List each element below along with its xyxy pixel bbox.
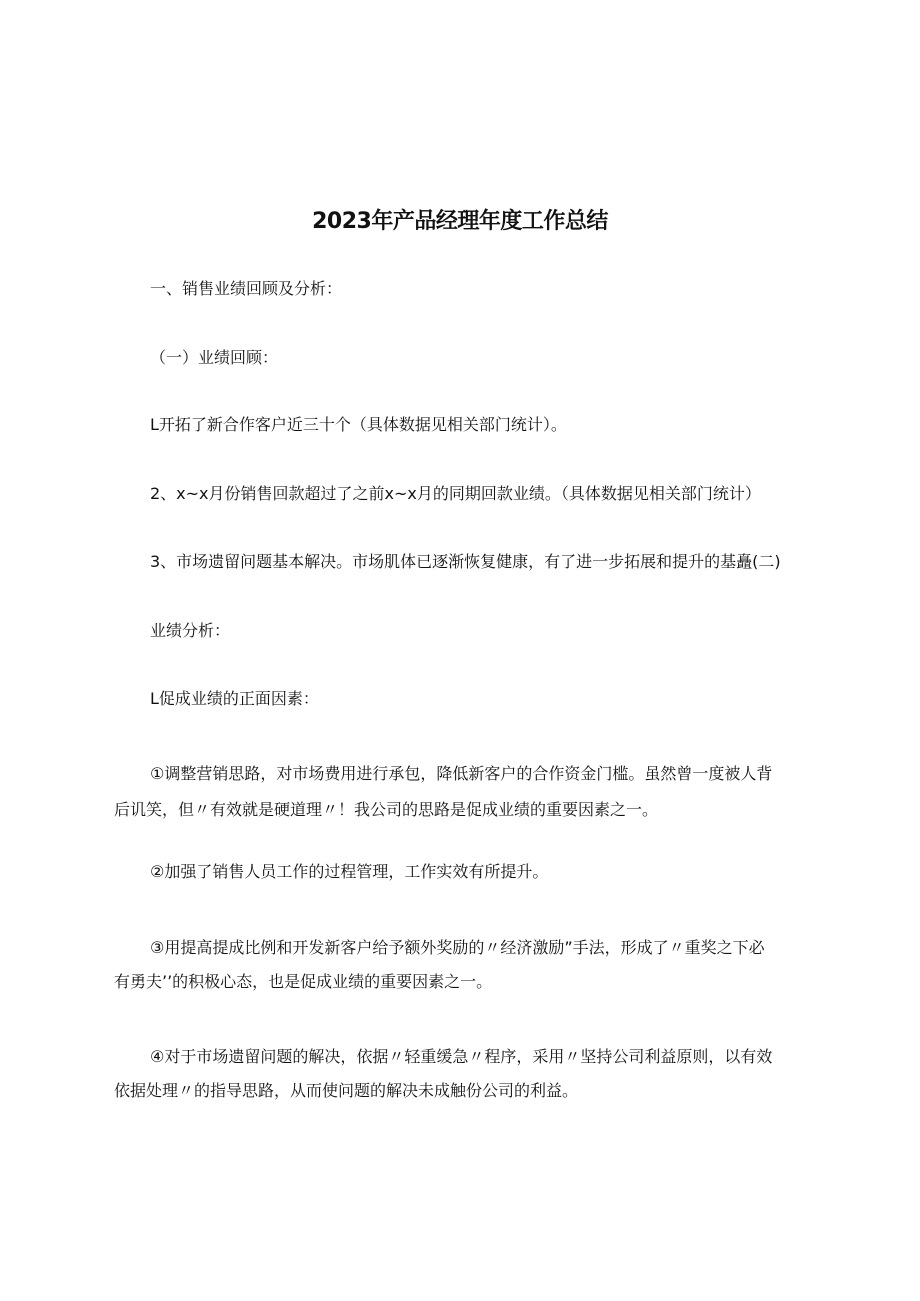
subsection-heading-performance-review: （一）业绩回顾： [150, 348, 279, 367]
section-heading-sales-review: 一、销售业绩回顾及分析： [150, 279, 343, 298]
paragraph-item-2: 2、x~x月份销售回款超过了之前x~x月的同期回款业绩。（具体数据见相关部门统计） [150, 484, 761, 503]
paragraph-factor-4-line-2: 依据处理〃的指导思路，从而使问题的解决未成触份公司的利益。 [114, 1081, 579, 1100]
paragraph-factor-3-line-2: 有勇夫’’的积极心态，也是促成业绩的重要因素之一。 [114, 972, 493, 991]
paragraph-factor-2: ②加强了销售人员工作的过程管理，工作实效有所提升。 [150, 862, 549, 881]
paragraph-item-1: L开拓了新合作客户近三十个（具体数据见相关部门统计）。 [150, 415, 567, 434]
paragraph-factor-3-line-1: ③用提高提成比例和开发新客户给予额外奖励的〃经济激励”手法，形成了〃重奖之下必 [150, 938, 765, 957]
paragraph-factor-4-line-1: ④对于市场遗留问题的解决，依据〃轻重缓急〃程序，采用〃坚持公司利益原则，以有效 [150, 1047, 773, 1066]
subsection-heading-performance-analysis: 业绩分析： [150, 621, 231, 640]
paragraph-factor-1-line-1: ①调整营销思路，对市场费用进行承包，降低新客户的合作资金门槛。虽然曾一度被人背 [150, 764, 773, 783]
paragraph-item-3: 3、市场遗留问题基本解决。市场肌体已逐渐恢复健康，有了进一步拓展和提升的基矗(二) [150, 552, 781, 571]
paragraph-positive-factors: L促成业绩的正面因素： [150, 689, 319, 708]
document-title: 2023年产品经理年度工作总结 [312, 209, 608, 234]
paragraph-factor-1-line-2: 后讥笑，但〃有效就是硬道理〃！我公司的思路是促成业绩的重要因素之一。 [114, 800, 659, 819]
